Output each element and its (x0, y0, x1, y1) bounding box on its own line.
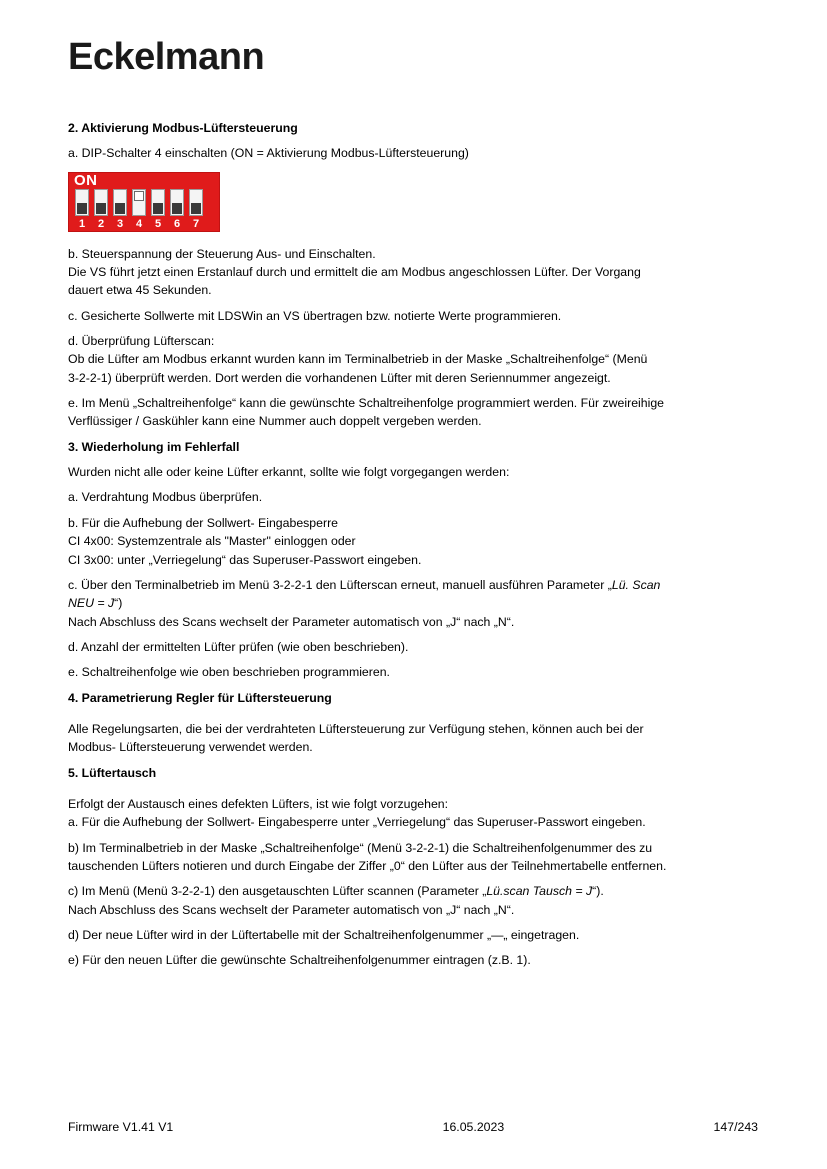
dip-lever-7 (189, 189, 203, 216)
footer-firmware-version: Firmware V1.41 V1 (68, 1120, 174, 1134)
step-d-line-3: 3-2-2-1) überprüft werden. Dort werden die vorhandenen Lüfter mit deren Seriennummer angezeigt. (68, 370, 611, 385)
company-logo: Eckelmann (68, 36, 265, 78)
section-3-step-d: d. Anzahl der ermittelten Lüfter prüfen (wie oben beschrieben). (68, 639, 409, 654)
dip-number-5: 5 (154, 217, 162, 230)
dip-switch-levers (75, 189, 203, 216)
section-2-heading: 2. Aktivierung Modbus-Lüftersteuerung (68, 121, 298, 135)
dip-number-1: 1 (78, 217, 86, 230)
section-3-intro: Wurden nicht alle oder keine Lüfter erkannt, sollte wie folgt vorgegangen werden: (68, 465, 510, 480)
section-3-step-c-line-3: Nach Abschluss des Scans wechselt der Parameter automatisch von „J“ nach „N“. (68, 614, 515, 629)
section-5-step-b-line-2: tauschenden Lüfters notieren und durch Eingabe der Ziffer „0“ den Lüfter aus der Teilnehmertabelle entfernen. (68, 858, 667, 873)
step-c-line: c. Gesicherte Sollwerte mit LDSWin an VS übertragen bzw. notierte Werte programmieren. (68, 308, 562, 323)
dip-lever-6 (170, 189, 184, 216)
section-5-step-c-pre: c) Im Menü (Menü 3-2-2-1) den ausgetauschten Lüfter scannen (Parameter „ (68, 884, 487, 899)
step-e-line-2: Verflüssiger / Gaskühler kann eine Nummer auch doppelt vergeben werden. (68, 414, 482, 429)
page-footer (68, 1120, 758, 1134)
section-3-step-c-param-end: “) (114, 596, 123, 611)
section-5-step-c-param: Lü.scan Tausch = J (486, 884, 593, 899)
dip-lever-4 (132, 189, 146, 216)
section-3-step-c-param-1: Lü. Scan (611, 577, 661, 592)
dip-switch-body (68, 172, 220, 232)
dip-on-label: ON (74, 171, 98, 189)
section-3-step-e: e. Schaltreihenfolge wie oben beschrieben programmieren. (68, 665, 390, 680)
section-5-step-e: e) Für den neuen Lüfter die gewünschte Schaltreihenfolgenummer eintragen (z.B. 1). (68, 953, 531, 968)
section-5-step-c-line-2: Nach Abschluss des Scans wechselt der Parameter automatisch von „J“ nach „N“. (68, 902, 515, 917)
dip-lever-2 (94, 189, 108, 216)
dip-number-4: 4 (135, 217, 143, 230)
section-3-step-c-line-2 (68, 595, 758, 611)
section-3-step-b-line-3: CI 3x00: unter „Verriegelung“ das Superuser-Passwort eingeben. (68, 552, 422, 567)
section-3-heading: 3. Wiederholung im Fehlerfall (68, 439, 240, 454)
section-4-line-2: Modbus- Lüftersteuerung verwendet werden. (68, 740, 313, 755)
document-body (68, 120, 758, 978)
dip-lever-5 (151, 189, 165, 216)
step-b-line-3: dauert etwa 45 Sekunden. (68, 283, 212, 298)
section-5-intro: Erfolgt der Austausch eines defekten Lüfters, ist wie folgt vorzugehen: (68, 796, 449, 811)
section-3-step-b-line-1: b. Für die Aufhebung der Sollwert- Eingabesperre (68, 515, 339, 530)
step-b-line-1: b. Steuerspannung der Steuerung Aus- und Einschalten. (68, 246, 376, 261)
section-4-heading: 4. Parametrierung Regler für Lüftersteuerung (68, 690, 332, 705)
section-2-step-a: a. DIP-Schalter 4 einschalten (ON = Aktivierung Modbus-Lüftersteuerung) (68, 146, 469, 161)
dip-switch-numbers (75, 218, 203, 230)
step-d-line-2: Ob die Lüfter am Modbus erkannt wurden kann im Terminalbetrieb in der Maske „Schaltreihenfolge“ (Menü (68, 352, 648, 367)
dip-switch-figure (68, 172, 758, 232)
dip-number-2: 2 (97, 217, 105, 230)
section-5-step-c-line-1 (68, 883, 758, 899)
section-3-step-b-line-2: CI 4x00: Systemzentrale als "Master" einloggen oder (68, 534, 356, 549)
step-d-line-1: d. Überprüfung Lüfterscan: (68, 334, 215, 349)
section-3-step-c-line-1 (68, 577, 758, 593)
section-4-line-1: Alle Regelungsarten, die bei der verdrahteten Lüftersteuerung zur Verfügung stehen, können auch bei der (68, 721, 644, 736)
section-5-step-b-line-1: b) Im Terminalbetrieb in der Maske „Schaltreihenfolge“ (Menü 3-2-2-1) die Schaltreihenfolgenummer des zu (68, 840, 653, 855)
dip-number-6: 6 (173, 217, 181, 230)
section-3-step-c-param-2: NEU = J (68, 596, 115, 611)
dip-lever-1 (75, 189, 89, 216)
section-5-step-d: d) Der neue Lüfter wird in der Lüftertabelle mit der Schaltreihenfolgenummer „—„ eingetragen. (68, 928, 580, 942)
section-5-step-a: a. Für die Aufhebung der Sollwert- Eingabesperre unter „Verriegelung“ das Superuser-Passwort eingeben. (68, 815, 646, 830)
footer-page-number: 147/243 (713, 1120, 758, 1134)
dip-lever-3 (113, 189, 127, 216)
footer-date: 16.05.2023 (442, 1120, 505, 1134)
dip-number-3: 3 (116, 217, 124, 230)
dip-number-7: 7 (192, 217, 200, 230)
section-5-heading: 5. Lüftertausch (68, 765, 157, 780)
step-b-line-2: Die VS führt jetzt einen Erstanlauf durch und ermittelt die am Modbus angeschlossen Lüfter. Der Vorgang (68, 265, 641, 280)
section-3-step-a: a. Verdrahtung Modbus überprüfen. (68, 490, 263, 505)
step-e-line-1: e. Im Menü „Schaltreihenfolge“ kann die gewünschte Schaltreihenfolge programmiert werden. Für zweireihige (68, 396, 665, 411)
section-5-step-c-post: “). (592, 884, 604, 899)
section-3-step-c-text: c. Über den Terminalbetrieb im Menü 3-2-2-1 den Lüfterscan erneut, manuell ausführen Parameter „ (68, 577, 612, 592)
